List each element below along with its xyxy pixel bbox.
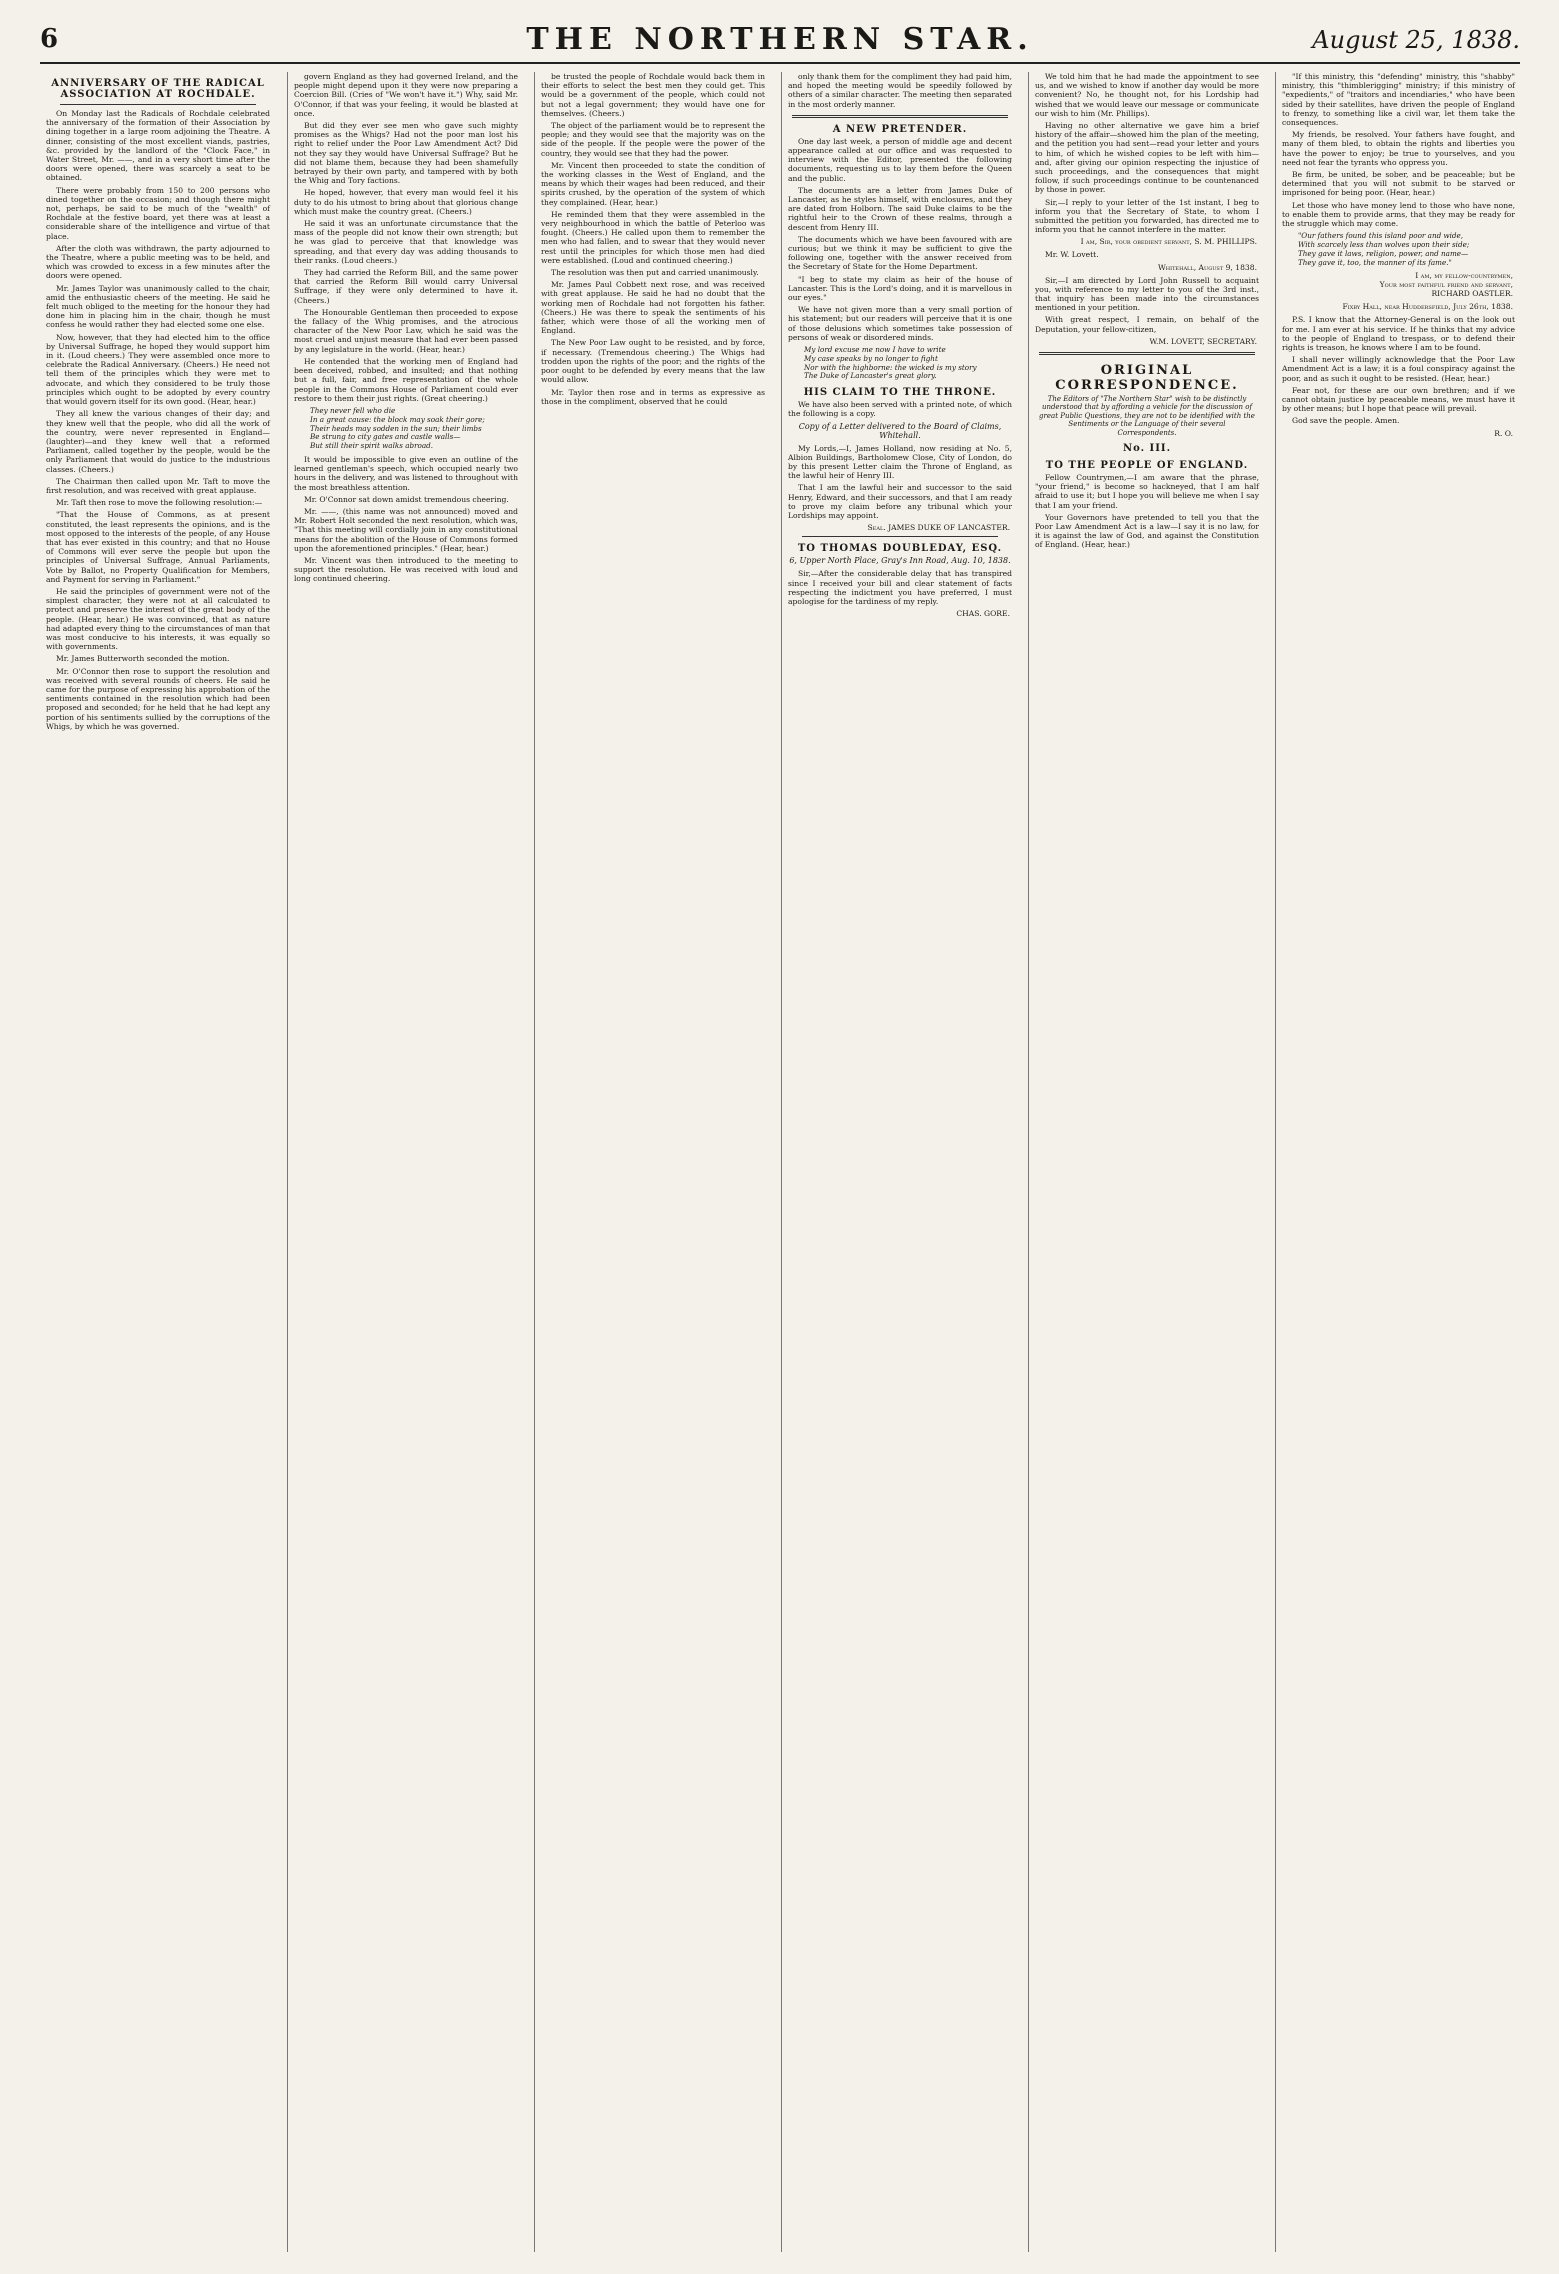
signature: I am, Sir, your obedient servant, S. M. PHILLIPS. [1080, 237, 1257, 247]
paragraph: The documents which we have been favoured with are curious; but we think it may be sufficient to give the following one, together with the answer received from the Secretary of State for the Home Department. [788, 234, 1012, 272]
paragraph: They had carried the Reform Bill, and the same power that carried the Reform Bill would carry Universal Suffrage, if they were only determined to have it. (Cheers.) [294, 268, 518, 305]
dateline: Whitehall, August 9, 1838. [1157, 262, 1257, 272]
dateline: Fixby Hall, near Huddersfield, July 26th, 1838. [1342, 302, 1513, 312]
paragraph: govern England as they had governed Ireland, and the people might depend upon it they were now preparing a Coercion Bill. (Cries of "We won't have it.") Why, said Mr. O'Connor, if that was your feeling, it would be blasted at once. [294, 72, 518, 118]
paragraph: Mr. Taft then rose to move the following resolution:— [56, 498, 263, 508]
signature: R. O. [1494, 428, 1513, 438]
divider [1039, 352, 1255, 355]
paragraph: My Lords,—I, James Holland, now residing at No. 5, Albion Buildings, Bartholomew Close, City of London, do by this present Letter claim the Throne of England, as the lawful heir of Henry III. [788, 443, 1012, 481]
paragraph: Let those who have money lend to those who have none, to enable them to provide arms, that they may be ready for the struggle which may come. [1282, 200, 1515, 229]
column-4 [781, 72, 1018, 2252]
paragraph: "If this ministry, this "defending" ministry, this "shabby" ministry, this "thimblerigging" ministry; if this ministry of "expedients," of "traitors and incendiaries," who have been sided by their satellites, have driven the people of England to frenzy, to something like a civil war, let them take the consequences. [1282, 72, 1515, 128]
paragraph: After the cloth was withdrawn, the party adjourned to the Theatre, where a public meeting was to be held, and which was crowded to excess in a few minutes after the doors were opened. [46, 243, 270, 281]
column-6 [1275, 72, 1521, 2252]
paragraph: Mr. Taylor then rose and in terms as expressive as those in the compliment, observed that he could [541, 387, 765, 406]
signature: Seal. JAMES DUKE OF LANCASTER. [867, 523, 1010, 533]
paragraph: That I am the lawful heir and successor to the said Henry, Edward, and their successors, and that I am ready to prove my claim before any tribunal which your Lordships may appoint. [788, 483, 1012, 521]
paragraph: He hoped, however, that every man would feel it his duty to do his utmost to bring about that glorious change which must make the country great. (Cheers.) [294, 188, 518, 216]
paragraph: "That the House of Commons, as at present constituted, the least represents the opinions, and is the most opposed to the interests of the people, of any House that has ever existed in this country; and that no House of Commons will ever serve the people but upon the principles of Universal Suffrage, Annual Parliaments, Vote by Ballot, no Property Qualification for Members, and Payment for serving in Parliament." [46, 510, 270, 584]
paragraph: P.S. I know that the Attorney-General is on the look out for me. I am ever at his service. If he thinks that my advice to the people of England to trespass, or to defend their rights is treason, he knows where I am to be found. [1282, 315, 1515, 353]
article-heading: A NEW PRETENDER. [832, 123, 968, 135]
column-3 [534, 72, 771, 2252]
signature: W.M. LOVETT, SECRETARY. [1149, 336, 1257, 346]
paragraph: I shall never willingly acknowledge that the Poor Law Amendment Act is a law; it is a foul conspiracy against the poor, and as such it ought to be resisted. (Hear, hear.) [1282, 355, 1515, 383]
column-1-heading: ANNIVERSARY OF THE RADICAL ASSOCIATION AT ROCHDALE. [51, 78, 265, 100]
paragraph: My friends, be resolved. Your fathers have fought, and many of them bled, to obtain the rights and liberties you have the power to enjoy; be true to yourselves, and you need not fear the tyrants who oppress you. [1282, 130, 1515, 167]
paragraph: Mr. James Butterworth seconded the motion. [56, 654, 230, 664]
column-2 [287, 72, 524, 2252]
signature: I am, my fellow-countrymen, Your most faithful friend and servant, RICHARD OASTLER. [1379, 271, 1513, 299]
paragraph: The resolution was then put and carried unanimously. [551, 268, 759, 278]
paragraph: He reminded them that they were assembled in the very neighbourhood in which the battle of Peterloo was fought. (Cheers.) He called upon them to remember the men who had fallen, and to swear that they would never rest until the principles for which those men had died were established. (Loud and continued cheering.) [541, 209, 765, 265]
paragraph: Mr. James Taylor was unanimously called to the chair, amid the enthusiastic cheers of the meeting. He said he felt much obliged to the meeting for the honour they had done him in placing him in the chair, though he must confess he would rather they had elected some one else. [46, 283, 270, 330]
paragraph: Sir,—After the considerable delay that has transpired since I received your bill and clear statement of facts respecting the indictment you have preferred, I must apologise for the tardiness of my reply. [788, 569, 1012, 606]
paragraph: Mr. Vincent was then introduced to the meeting to support the resolution. He was received with loud and long continued cheering. [294, 555, 518, 584]
divider [60, 104, 256, 105]
paragraph: Mr. James Paul Cobbett next rose, and was received with great applause. He said he had no doubt that the working men of Rochdale had not forgotten his father. (Cheers.) He was there to speak the sentiments of his father, which were those of all the working men of England. [541, 280, 765, 336]
paragraph: Mr. Vincent then proceeded to state the condition of the working classes in the West of England, and the means by which their wages had been reduced, and their spirits crushed, by the operation of the system of which they complained. (Hear, hear.) [541, 160, 765, 207]
letter-caption: Copy of a Letter delivered to the Board of Claims, Whitehall. [798, 421, 1002, 440]
paragraph: Having no other alternative we gave him a brief history of the affair—showed him the plan of the meeting, and the petition you had sent—read your letter and yours to him, of which he wished copies to be left with him—and, after giving our opinion respecting the injustice of such proceedings, and the consequences that might follow, if such proceedings continue to be countenanced by those in power. [1035, 121, 1259, 195]
newspaper-title: THE NORTHERN STAR. [526, 22, 1034, 57]
paragraph: The Honourable Gentleman then proceeded to expose the fallacy of the Whig promises, and the atrocious character of the New Poor Law, which he said was the most cruel and unjust measure that had ever been passed by any legislature in the world. (Hear, hear.) [294, 307, 518, 354]
paragraph: There were probably from 150 to 200 persons who dined together on the occasion; and though there might not, perhaps, be said to be much of the "wealth" of Rochdale at the festive board, yet there was at least a considerable share of the intelligence and virtue of that place. [46, 185, 270, 241]
letter-addressee: TO THE PEOPLE OF ENGLAND. [1045, 459, 1249, 471]
paragraph: God save the people. Amen. [1292, 416, 1400, 426]
paragraph: The New Poor Law ought to be resisted, and by force, if necessary. (Tremendous cheering.) The Whigs had trodden upon the rights of the poor; and the rights of the poor ought to be defended by every means that the law would allow. [541, 338, 765, 385]
divider [792, 115, 1008, 118]
address-line: 6, Upper North Place, Gray's Inn Road, Aug. 10, 1838. [789, 556, 1011, 566]
column-5 [1028, 72, 1265, 2252]
paragraph: The Chairman then called upon Mr. Taft to move the first resolution, and was received with great applause. [46, 476, 270, 495]
signature: CHAS. GORE. [956, 609, 1010, 619]
paragraph: Mr. O'Connor sat down amidst tremendous cheering. [304, 494, 509, 504]
paragraph: Mr. W. Lovett. [1045, 250, 1099, 260]
paragraph: One day last week, a person of middle age and decent appearance called at our office and was requested to interview with the Editor, presented the following documents, requesting us to lay them before the Queen and the public. [788, 136, 1012, 183]
paragraph: We have also been served with a printed note, of which the following is a copy. [788, 400, 1012, 419]
paragraph: He said the principles of government were not of the simplest character, they were not at all calculated to protect and preserve the interest of the great body of the people. (Hear, hear.) He was convinced, that as nature had adapted every thing to the circumstances of man that was most conducive to his interests, it was equally so with governments. [46, 586, 270, 652]
paragraph: It would be impossible to give even an outline of the learned gentleman's speech, which occupied nearly two hours in the delivery, and was listened to throughout with the most breathless attention. [294, 454, 518, 492]
verse: My lord excuse me now I have to write My case speaks by no longer to fight Nor with the highborne: the wicked is my story The Duke of Lancaster's great glory. [804, 345, 977, 381]
paragraph: Be firm, be united, be sober, and be peaceable; but be determined that you will not submit to be starved or imprisoned for being poor. (Hear, hear.) [1282, 170, 1515, 198]
paragraph: The documents are a letter from James Duke of Lancaster, as he styles himself, with enclosures, and they are dated from Holborn. The said Duke claims to be the rightful heir to the Crown of these realms, through a descent from Henry III. [788, 185, 1012, 232]
paragraph: Sir,—I am directed by Lord John Russell to acquaint you, with reference to my letter to you of the 3rd inst., that inquiry has been made into the circumstances mentioned in your petition. [1035, 275, 1259, 313]
editorial-note: The Editors of "The Northern Star" wish to be distinctly understood that by affording a vehicle for the discussion of great Public Questions, they are not to be identified with the Sentiments or the Language of their several Correspondents. [1039, 394, 1255, 437]
paragraph: Your Governors have pretended to tell you that the Poor Law Amendment Act is a law—I say it is no law, for it is against the law of God, and against the Constitution of England. (Hear, hear.) [1035, 512, 1259, 550]
section-heading: ORIGINAL CORRESPONDENCE. [1055, 362, 1239, 393]
paragraph: We told him that he had made the appointment to see us, and we wished to know if another day would be more convenient? No, he thought not, for his Lordship had wished that we would leave our message or communicate our wish to him (Mr. Phillips). [1035, 72, 1259, 118]
paragraph: only thank them for the compliment they had paid him, and hoped the meeting would be speedily followed by others of a similar character. The meeting then separated in the most orderly manner. [788, 72, 1012, 109]
masthead [40, 18, 1520, 64]
paragraph: He contended that the working men of England had been deceived, robbed, and insulted; and that nothing but a full, fair, and free representation of the whole people in the Commons House of Parliament could ever restore to them their just rights. (Great cheering.) [294, 356, 518, 403]
divider [802, 536, 998, 537]
column-1 [40, 72, 276, 2252]
paragraph: The object of the parliament would be to represent the people; and they would see that the majority was on the side of the people. If the people were the power of the country, they would see that they had the power. [541, 121, 765, 158]
paragraph: With great respect, I remain, on behalf of the Deputation, your fellow-citizen, [1035, 315, 1259, 334]
paragraph: be trusted the people of Rochdale would back them in their efforts to select the best men they could get. This would be a government of the people, which could not but not a legal government; they would have one for themselves. (Cheers.) [541, 72, 765, 118]
paragraph: They all knew the various changes of their day; and they knew well that the people, who did all the work of the country, were never represented in England—(laughter)—and they knew well that a reformed Parliament, called together by the people, would be the only Parliament that would do justice to the industrious classes. (Cheers.) [46, 409, 270, 474]
page-number: 6 [40, 24, 59, 54]
paragraph: Fear not, for these are our own brethren; and if we cannot obtain justice by peaceable means, we must have it by other means; but I hope that peace will prevail. [1282, 385, 1515, 414]
paragraph: Sir,—I reply to your letter of the 1st instant, I beg to inform you that the Secretary of State, to whom I submitted the petition you forwarded, has directed me to inform you that he cannot interfere in the matter. [1035, 197, 1259, 235]
paragraph: He said it was an unfortunate circumstance that the mass of the people did not know their own strength; but he was glad to perceive that that knowledge was spreading, and that every day was adding thousands to their ranks. (Loud cheers.) [294, 219, 518, 265]
paragraph: Now, however, that they had elected him to the office by Universal Suffrage, he hoped they would support him in it. (Loud cheers.) They were assembled once more to celebrate the Radical Anniversary. (Cheers.) He need not tell them of the principles which they were met to advocate, and which they considered to be truly those principles which ought to be adopted by every country that would govern itself for its own good. (Hear, hear.) [46, 332, 270, 407]
paragraph: "I beg to state my claim as heir of the house of Lancaster. This is the Lord's doing, and it is marvellous in our eyes." [788, 274, 1012, 303]
paragraph: We have not given more than a very small portion of his statement; but our readers will perceive that it is one of those delusions which sometimes take possession of persons of weak or disordered minds. [788, 305, 1012, 342]
paragraph: But did they ever see men who gave such mighty promises as the Whigs? Had not the poor man lost his right to relief under the Poor Law Amendment Act? Did not they say they would have Universal Suffrage? But he did not blame them, because they had been shamefully betrayed by their own party, and tampered with by both the Whig and Tory factions. [294, 121, 518, 186]
paragraph: On Monday last the Radicals of Rochdale celebrated the anniversary of the formation of their Association by dining together in a large room adjoining the Theatre. A dinner, consisting of the most excellent viands, pastries, &c. provided by the landlord of the "Clock Face," in Water Street, Mr. ——, and in a very short time after the doors were opened, there was scarcely a seat to be obtained. [46, 109, 270, 183]
paragraph: Fellow Countrymen,—I am aware that the phrase, "your friend," is become so hackneyed, that I am half afraid to use it; but I hope you will believe me when I say that I am your friend. [1035, 472, 1259, 510]
subheading: TO THOMAS DOUBLEDAY, ESQ. [797, 543, 1003, 555]
verse: "Our fathers found this island poor and wide, With scarcely less than wolves upon their side; They gave it laws, religion, power, and name— They gave it, too, the manner of its fame." [1298, 231, 1470, 267]
columns [40, 72, 1520, 2252]
paragraph: Mr. ——, (this name was not announced) moved and Mr. Robert Holt seconded the next resolution, which was, "That this meeting will cordially join in any constitutional means for the abolition of the House of Commons formed upon the aforementioned principles." (Hear, hear.) [294, 506, 518, 553]
letter-number: No. III. [1122, 442, 1172, 454]
issue-date: August 25, 1838. [1312, 26, 1520, 54]
verse: They never fell who die In a great cause: the block may soak their gore; Their heads may sodden in the sun; their limbs Be strung to city gates and castle walls— But still their spirit walks abroad. [310, 405, 485, 451]
subheading: HIS CLAIM TO THE THRONE. [803, 387, 997, 399]
paragraph: Mr. O'Connor then rose to support the resolution and was received with several rounds of cheers. He said he came for the purpose of expressing his approbation of the sentiments contained in the resolution which had been proposed and seconded; for he held that he had kept any portion of his sentiments sullied by the corruptions of the Whigs, by which he was governed. [46, 666, 270, 731]
